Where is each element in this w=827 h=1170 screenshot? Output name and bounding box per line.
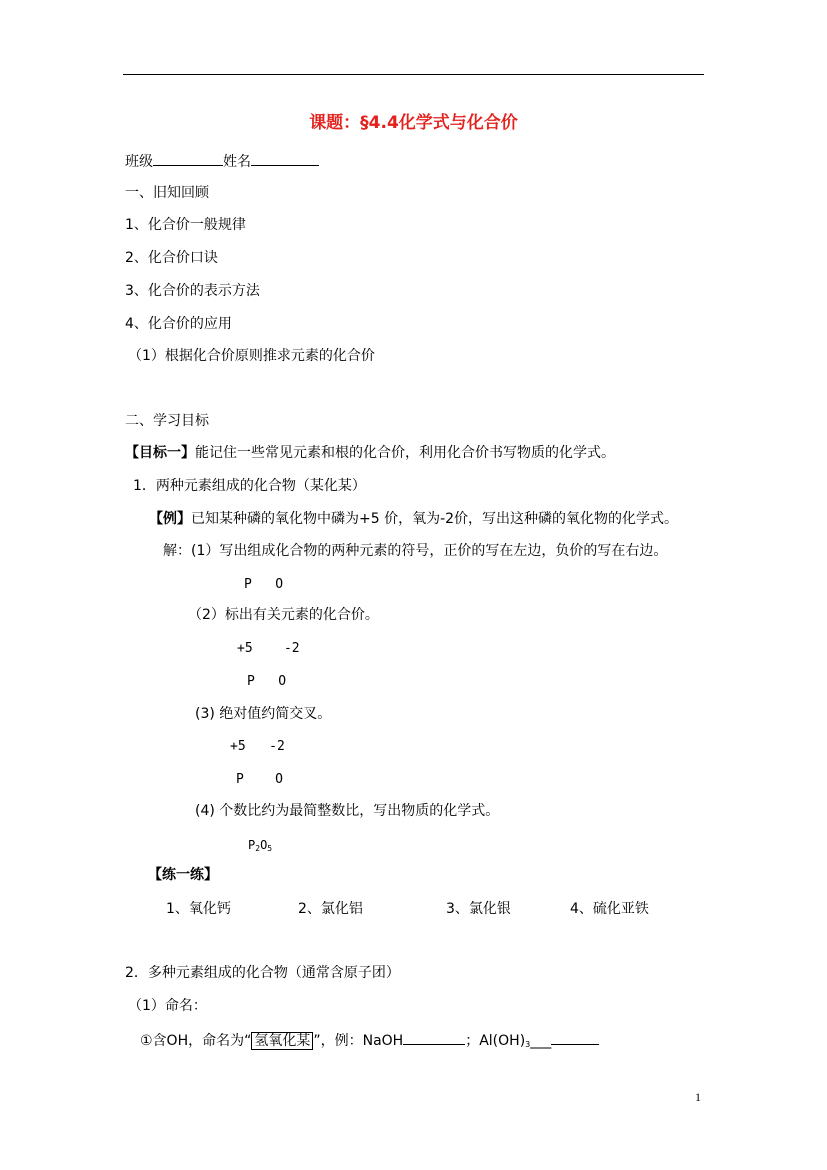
section-2-heading: 二、学习目标 [125,413,209,429]
symbols-row-1: P O [244,577,284,592]
chemical-formula: $P_2O_5$ [248,838,273,853]
solution-step-2: （2）标出有关元素的化合价。 [188,607,379,623]
goal-one-label: 【目标一】 [125,445,195,461]
boxed-term: 氢氧化某 [251,1032,313,1050]
solution-step-1: 解：(1）写出组成化合物的两种元素的符号，正价的写在左边，负价的写在右边。 [163,543,668,559]
answer-blank-aloh3 [551,1030,599,1045]
goal-one-text: 能记住一些常见元素和根的化合价，利用化合价书写物质的化学式。 [195,445,615,461]
solution-step-4: (4) 个数比约为最简整数比，写出物质的化学式。 [195,803,500,819]
name-label: 姓名 [223,154,251,170]
class-blank [153,151,223,166]
answer-blank-naoh [403,1030,465,1045]
review-item: 3、化合价的表示方法 [125,283,260,299]
review-item: 2、化合价口诀 [125,250,218,266]
page-number: 1 [695,1090,701,1104]
practice-item: 4、硫化亚铁 [570,901,649,917]
practice-item: 1、氧化钙 [166,901,231,917]
name-blank [251,151,319,166]
header-rule [123,74,704,75]
example-label: 【例】 [149,511,191,527]
review-item: 4、化合价的应用 [125,316,232,332]
review-subitem: （1）根据化合价原则推求元素的化合价 [128,348,375,364]
example-line [149,510,678,528]
naming-heading: （1）命名： [128,998,207,1014]
naming-rule-1: ①含OH，命名为“ 氢氧化某 ”，例：NaOH ；$Al(OH)_3\_\_\_$ [140,1030,599,1054]
example-text: 已知某种磷的氧化物中磷为+5 价，氧为-2价，写出这种磷的氧化物的化学式。 [191,511,679,527]
section-1-heading: 一、旧知回顾 [125,185,209,201]
practice-item: 3、氯化银 [446,901,511,917]
practice-heading: 【练一练】 [148,867,218,883]
review-item: 1、化合价一般规律 [125,217,246,233]
valence-row-3: +5 -2 [230,739,285,754]
point-1-heading: 1．两种元素组成的化合物（某化某） [133,478,366,494]
page-title: 课题：§4.4化学式与化合价 [309,113,518,133]
symbols-row-2: P O [247,674,287,689]
class-label: 班级 [125,154,153,170]
symbols-row-3: P O [236,772,283,787]
practice-item: 2、氯化铝 [298,901,363,917]
goal-one-line [125,444,615,462]
valence-row-2: +5 -2 [237,641,300,656]
student-info-line [125,151,319,171]
point-2-heading: 2．多种元素组成的化合物（通常含原子团） [125,965,400,981]
solution-step-3: (3) 绝对值约简交叉。 [195,706,332,722]
